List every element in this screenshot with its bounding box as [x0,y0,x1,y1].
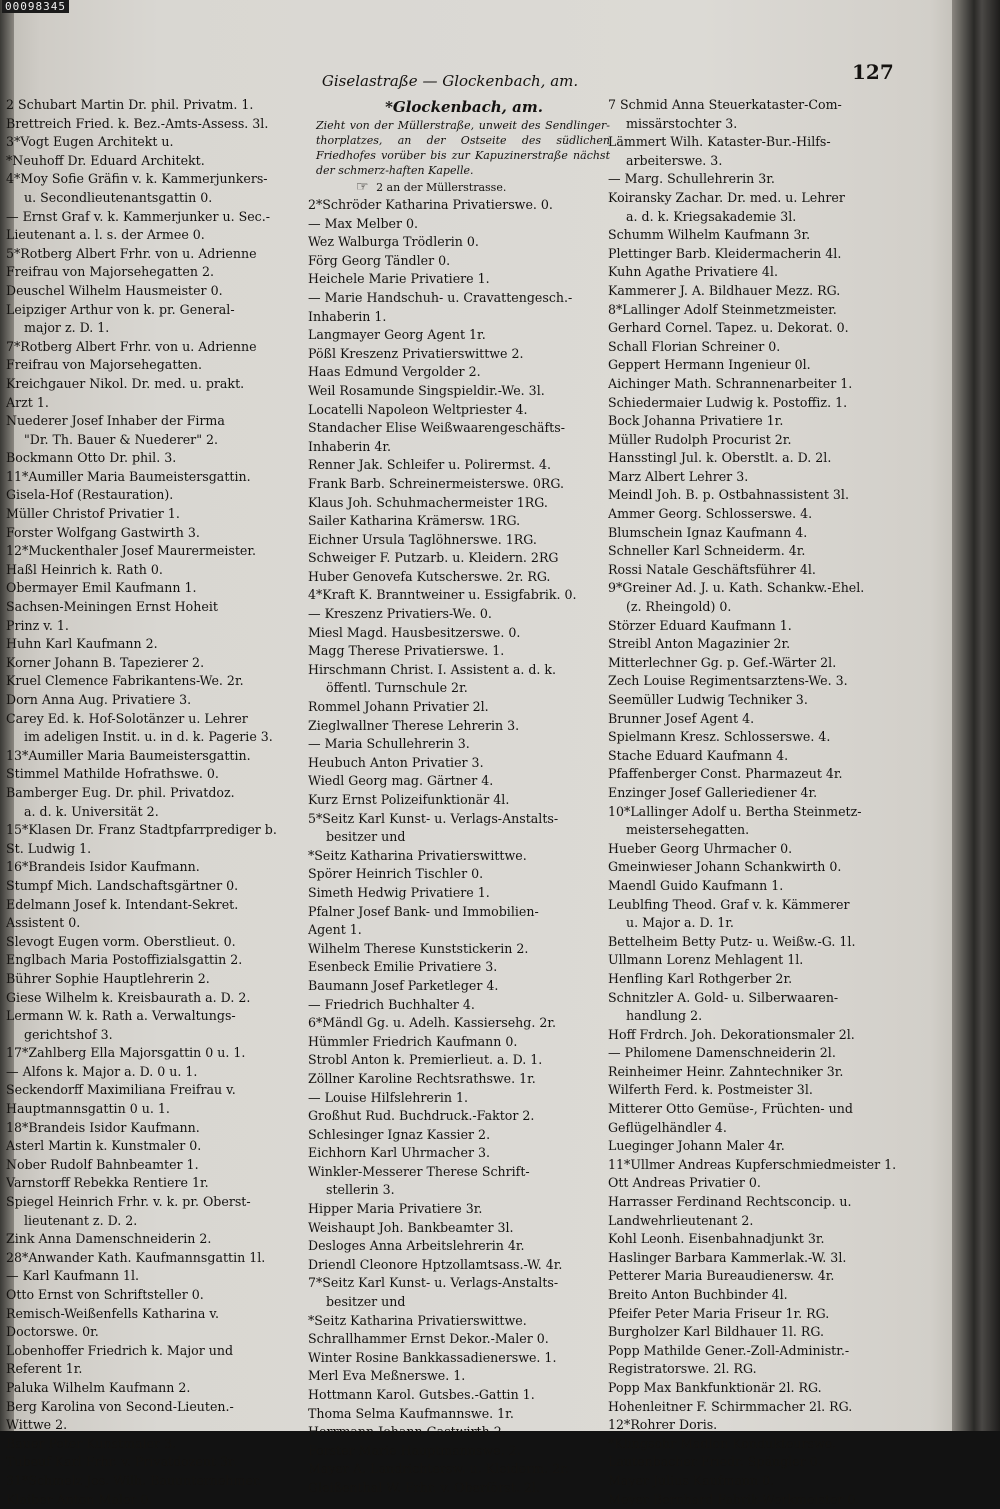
directory-entry-line: Lieutenant a. l. s. der Armee 0. [6,227,205,243]
directory-entry-line: Giese Wilhelm k. Kreisbaurath a. D. 2. [6,989,251,1005]
directory-entry-line: Hueber Georg Uhrmacher 0. [608,840,793,856]
directory-entry-line: — Alfons k. Major a. D. 0 u. 1. [6,1063,198,1079]
directory-entry-line: Meindl Joh. B. p. Ostbahnassistent 3l. [608,487,849,503]
directory-entry-line: Seemüller Ludwig Techniker 3. [608,692,808,707]
directory-entry-line: Rommel Johann Privatier 2l. [308,699,489,715]
directory-entry-line: Langmayer Georg Agent 1r. [308,327,486,343]
directory-entry-line: Ullmann Lorenz Mehlagent 1l. [608,952,804,968]
book-spine-edge [952,0,1000,1431]
directory-entry-line: *Neuhoff Dr. Eduard Architekt. [6,152,205,168]
directory-entry-line: a. d. k. Kriegsakademie 3l. [626,208,797,224]
directory-entry-line: Lobenhoffer Friedrich k. Major und [6,1342,234,1358]
directory-entry-line: Hohenleitner F. Schirmmacher 2l. RG. [608,1398,853,1414]
directory-entry-line: Wiedl Georg mag. Gärtner 4. [308,773,494,789]
directory-entry-line: Sachsen-Meiningen Ernst Hoheit [6,599,218,615]
directory-entry-line: Kuhn Agathe Privatiere 4l. [608,264,778,280]
directory-entry-line: Schlesinger Ignaz Kassier 2. [308,1126,491,1142]
directory-entry-line: Otto Ernst von Schriftsteller 0. [6,1287,204,1302]
directory-entry-line: Pößl Kreszenz Privatierswittwe 2. [308,345,524,361]
directory-entry-line: Referent 1r. [6,1361,83,1377]
directory-entry-line: 9*Greiner Ad. J. u. Kath. Schankw.-Ehel. [608,580,865,596]
directory-entry-line: Lämmert Wilh. Kataster-Bur.-Hilfs- [608,134,831,150]
directory-entry-line: Weishaupt Joh. Bankbeamter 3l. [308,1219,514,1235]
directory-entry-line: Berg Karolina von Second-Lieuten.- [6,1398,234,1414]
directory-entry-line: Nuederer Josef Inhaber der Firma [6,413,225,429]
directory-entry-line: Registratorswe. 2l. RG. [608,1361,757,1377]
directory-entry-line: Mitterlechner Gg. p. Gef.-Wärter 2l. [608,654,837,670]
directory-entry-line: Pfaffenberger Const. Pharmazeut 4r. [608,766,843,782]
directory-entry-line: Breito Anton Buchbinder 4l. [608,1287,788,1302]
directory-entry-line: 6*Mändl Gg. u. Adelh. Kassiersehg. 2r. [308,1015,557,1031]
directory-entry-line: Renner Jak. Schleifer u. Polirermst. 4. [308,457,551,473]
directory-entry-line: Klaus Joh. Schuhmachermeister 1RG. [308,494,548,510]
directory-entry-line: besitzer und [326,829,406,845]
directory-entry-line: — Louise Hilfslehrerin 1. [308,1089,469,1105]
running-head: Giselastraße — Glockenbach, am. [321,72,579,90]
directory-entry-line: Doctorswe. 0r. [6,1324,99,1340]
directory-entry-line: Hansstingl Jul. k. Oberstlt. a. D. 2l. [608,450,832,466]
directory-entry-line: Assistent 0. [6,915,81,931]
directory-entry-line: Wittwe 2. [6,1417,68,1433]
directory-entry-line: Gleißenthal W. Frhr. v. Oberförst. 2l. [308,1479,540,1495]
directory-entry-line: Müller Christof Privatier 1. [6,506,180,522]
directory-entry-line: u. Major a. D. 1r. [626,915,734,931]
directory-entry-line: — Friedrich Buchhalter 4. [308,996,475,1012]
directory-entry-line: Störzer Eduard Kaufmann 1. [608,617,792,633]
directory-entry-line: Stache Eduard Kaufmann 4. [608,747,789,763]
directory-entry-line: Geppert Hermann Ingenieur 0l. [608,357,811,373]
directory-entry-line: 7 Schmid Anna Steuerkataster-Com- [608,97,842,112]
directory-entry-line: 5*Seitz Karl Kunst- u. Verlags-Anstalts- [308,810,559,826]
directory-entry-line: Förg Georg Tändler 0. [308,252,451,268]
directory-entry-line: Hauptmannsgattin 0 u. 1. [6,1101,170,1117]
directory-entry-line: 12*Rohrer Doris. [608,1417,718,1433]
directory-entry-line: Zieglwallner Therese Lehrerin 3. [308,717,520,733]
directory-entry-line: Zöllner Karoline Rechtsrathswe. 1r. [308,1070,536,1086]
directory-entry-line: Gisela-Hof (Restauration). [6,487,174,503]
directory-entry-line: Bauer Peter Kunstmaler 3. [6,1435,177,1451]
directory-entry-line: Eichhorn Karl Uhrmacher 3. [308,1145,491,1161]
directory-entry-line: 11*Ullmer Andreas Kupferschmiedmeister 1. [608,1156,897,1172]
directory-entry-line: Schumm Wilhelm Kaufmann 3r. [608,227,811,243]
directory-entry-line: Heubuch Anton Privatier 3. [308,754,484,770]
directory-entry-line: Harrasser Ferdinand Rechtsconcip. u. [608,1194,852,1210]
directory-entry-line: Popp Max Bankfunktionär 2l. RG. [608,1379,822,1395]
directory-entry-line: 8*Lallinger Adolf Steinmetzmeister. [608,301,837,317]
directory-entry-line: 28*Anwander Kath. Kaufmannsgattin 1l. [6,1249,266,1265]
directory-entry-line: Müller Rudolph Procurist 2r. [608,431,792,447]
directory-entry-line: stellerin 3. [326,1182,395,1198]
directory-entry-line: Reinheimer Heinr. Zahntechniker 3r. [608,1063,844,1079]
directory-entry-line: Kohl Leonh. Eisenbahnadjunkt 3r. [608,1231,825,1247]
directory-entry-line: 13*Aumiller Maria Baumeistersgattin. [6,747,251,763]
directory-entry-line: 4*Kraft K. Branntweiner u. Essigfabrik. 0. [308,587,577,603]
directory-entry-line: arbeiterswe. 3. [626,152,723,168]
pointer-line [308,178,620,196]
pointer-text: 2 an der Müllerstrasse. [376,181,507,194]
directory-entry-line: Enzinger Josef Galleriediener 4r. [608,784,818,800]
directory-entry-line: 10*Lallinger Adolf u. Bertha Steinmetz- [608,803,862,819]
directory-entry-line: öffentl. Turnschule 2r. [326,680,468,696]
directory-entry-line: — Karl Kaufmann 1l. [6,1268,139,1284]
directory-entry-line: Varnstorff Rebekka Rentiere 1r. [6,1175,209,1191]
directory-entry-line: Geflügelhändler 4. [608,1119,727,1135]
directory-entry-line: Kruel Clemence Fabrikantens-We. 2r. [6,673,244,689]
directory-entry-line: Mayer A. Landrichtersw. u. Kleiderm. 2r. [308,1461,569,1477]
directory-entry-line: — Max Melber 0. [308,215,419,231]
directory-entry-line: Paluka Wilhelm Kaufmann 2. [6,1379,191,1395]
directory-entry-line: Plettinger Barb. Kleidermacherin 4l. [608,245,842,261]
directory-entry-line: 12*Muckenthaler Josef Maurermeister. [6,543,257,559]
directory-entry-line: 18*Brandeis Isidor Kaufmann. [6,1119,200,1135]
directory-entry-line: Locatelli Napoleon Weltpriester 4. [308,401,528,417]
directory-entry-line: 2*Schröder Katharina Privatierswe. 0. [308,197,553,212]
directory-entry-line: 16*Brandeis Isidor Kaufmann. [6,859,200,875]
scan-id-stamp: 00098345 [2,0,69,13]
directory-entry-line: Obermayer Emil Kaufmann 1. [6,580,197,596]
directory-entry-line: Koiransky Zachar. Dr. med. u. Lehrer [608,189,845,205]
directory-entry-line: Leipziger Arthur von k. pr. General- [6,301,235,317]
directory-entry-line: Wilhelm Therese Kunststickerin 2. [308,940,529,956]
directory-entry-line: Magg Therese Privatierswe. 1. [308,643,505,659]
directory-entry-line: Weil Rosamunde Singspieldir.-We. 3l. [308,382,545,398]
directory-entry-line: Seckendorff Maximiliana Freifrau v. [6,1082,236,1098]
directory-entry-line: Landwehrlieutenant 2. [608,1212,754,1228]
directory-entry-line: Merl Eva Meßnerswe. 1. [308,1368,466,1384]
directory-entry-line: Hoff Frdrch. Joh. Dekorationsmaler 2l. [608,1026,855,1042]
directory-entry-line: (z. Rheingold) 0. [626,599,732,615]
directory-entry-line: 5*Rotberg Albert Frhr. von u. Adrienne [6,245,257,261]
directory-entry-line: Aichinger Math. Schrannenarbeiter 1. [608,375,853,391]
directory-entry-line: Leublfing Theod. Graf v. k. Kämmerer [608,896,850,912]
directory-entry-line: *Seitz Katharina Privatierswittwe. [308,847,527,863]
street-description: Zieht von der Müllerstraße, unweit des Sendlinger-thorplatzes, an der Ostseite des südlichen Friedhofes vorüber bis zur Kapuzinerstraße nächst der schmerz-haften Kapelle. [316,119,610,177]
directory-entry-line: besitzer und [326,1294,406,1310]
directory-entry-line: Großhut Rud. Buchdruck.-Faktor 2. [308,1108,535,1124]
directory-entry-line: Haslinger Barbara Kammerlak.-W. 3l. [608,1249,847,1265]
directory-entry-line: Stimmel Mathilde Hofrathswe. 0. [6,766,219,782]
directory-entry-line: Asterl Martin k. Kunstmaler 0. [6,1138,202,1154]
directory-entry-line: Kreichgauer Nikol. Dr. med. u. prakt. [6,375,245,391]
directory-entry-line: Bock Johanna Privatiere 1r. [608,413,784,429]
directory-entry-line: Edelmann Josef k. Intendant-Sekret. [6,896,239,912]
directory-entry-line: Spörer Heinrich Tischler 0. [308,866,484,882]
directory-entry-line: Englbach Maria Postoffizialsgattin 2. [6,952,243,968]
directory-entry-line: Bettelheim Betty Putz- u. Weißw.-G. 1l. [608,933,856,949]
page-number: 127 [852,60,894,84]
directory-entry-line: Winter Rosine Bankkassadienerswe. 1. [308,1349,557,1365]
directory-entry-line: 3*Vogt Eugen Architekt u. [6,134,174,150]
directory-entry-line: Burgholzer Karl Bildhauer 1l. RG. [608,1324,824,1340]
directory-entry-line: Mitterer Otto Gemüse-, Früchten- und [608,1101,853,1117]
directory-entry-line: Meyer Bernhard Fabrik-Werkmeister 0. [608,1491,860,1507]
directory-entry-line: Carey Ed. k. Hof-Solotänzer u. Lehrer [6,710,248,726]
directory-entry-line: Dorn Anna Aug. Privatiere 3. [6,692,192,707]
directory-entry-line: Forster Marie Hauptmannswe. 2. [308,1442,521,1458]
directory-entry-line: Mayer Julius Kaufmann 0. [608,1472,775,1488]
directory-entry-line: — Ernst Graf v. k. Kammerjunker u. Sec.- [6,208,270,224]
directory-entry-line: Thoma Selma Kaufmannswe. 1r. [308,1405,514,1421]
directory-entry-line: Deuschel Wilhelm Hausmeister 0. [6,282,223,298]
directory-entry-line: lieutenant z. D. 2. [24,1212,138,1228]
directory-entry-line: Schnitzler A. Gold- u. Silberwaaren- [608,989,839,1005]
directory-entry-line: 15*Klasen Dr. Franz Stadtpfarrprediger b. [6,822,277,838]
directory-entry-line: 4*Moy Sofie Gräfin v. k. Kammerjunkers- [6,171,268,187]
directory-entry-line: *Klingsohr Madlon Konduktеurswe. [608,1435,837,1451]
directory-entry-line: Miesl Magd. Hausbesitzerswe. 0. [308,624,521,640]
directory-entry-line: *Seitz Katharina Privatierswittwe. [308,1312,527,1328]
directory-entry-line: Wez Walburga Trödlerin 0. [308,234,479,250]
directory-entry-line: Lautenbacher Friedr. Spängler 0. [608,1454,822,1470]
directory-entry-line: St. Ludwig 1. [6,840,92,856]
directory-entry-line: 31*Schmelz Jos. Wilh. Bauunternehmer. [6,1472,262,1488]
directory-entry-line: Schweiger F. Putzarb. u. Kleidern. 2RG [308,550,559,566]
directory-entry-line: Heichele Marie Privatiere 1. [308,271,490,287]
directory-entry-line: Bamberger Eug. Dr. phil. Privatdoz. [6,784,235,800]
directory-entry-line: Rossi Natale Geschäftsführer 4l. [608,561,816,577]
directory-entry-line: Remisch-Weißenfells Katharina v. [6,1305,219,1321]
middle-entries [308,196,620,1498]
directory-entry-line: Hottmann Karol. Gutsbes.-Gattin 1. [308,1387,535,1402]
directory-entry-line: Slevogt Eugen vorm. Oberstlieut. 0. [6,933,236,949]
directory-entry-line: Pfeifer Peter Maria Friseur 1r. RG. [608,1305,830,1321]
directory-entry-line: Klaiber Anton Maler 0. [6,1491,153,1507]
directory-entry-line: 11*Aumiller Maria Baumeistersgattin. [6,468,251,484]
directory-entry-line: 7*Rotberg Albert Frhr. von u. Adrienne [6,338,257,354]
directory-entry-line: handlung 2. [626,1008,703,1024]
directory-entry-line: Wilferth Ferd. k. Postmeister 3l. [608,1082,813,1098]
directory-entry-line: Freifrau von Majorsehegatten. [6,357,203,373]
directory-entry-line: Maendl Guido Kaufmann 1. [608,877,784,893]
directory-entry-line: Arzt 1. [6,394,49,410]
directory-entry-line: "Dr. Th. Bauer & Nuederer" 2. [24,431,219,447]
directory-entry-line: im adeligen Instit. u. in d. k. Pagerie 3. [24,729,273,745]
directory-entry-line: Stumpf Mich. Landschaftsgärtner 0. [6,877,239,893]
directory-entry-line: Pfalner Josef Bank- und Immobilien- [308,903,539,919]
street-title: *Glockenbach, am. [385,98,543,116]
directory-entry-line: Huhn Karl Kaufmann 2. [6,636,158,652]
directory-entry-line: Bührer Sophie Hauptlehrerin 2. [6,970,210,986]
directory-entry-line: a. d. k. Universität 2. [24,803,159,819]
directory-entry-line: Kammerer J. A. Bildhauer Mezz. RG. [608,282,841,298]
directory-entry-line: Hirschmann Christ. I. Assistent a. d. k. [308,661,557,677]
directory-entry-line: Haßl Heinrich k. Rath 0. [6,561,163,577]
directory-entry-line: Baumann Josef Parketleger 4. [308,977,499,993]
directory-entry-line: Streibl Anton Magazinier 2r. [608,636,791,652]
directory-entry-line: 7*Seitz Karl Kunst- u. Verlags-Anstalts- [308,1275,559,1291]
directory-entry-line: Agent 1. [308,922,362,938]
directory-entry-line: u. Secondlieutenantsgattin 0. [24,189,213,205]
directory-entry-line: Lermann W. k. Rath a. Verwaltungs- [6,1008,236,1024]
directory-entry-line: Huber Genovefa Kutscherswe. 2r. RG. [308,568,551,584]
directory-entry-line: Zech Louise Regimentsarztens-We. 3. [608,673,848,689]
directory-entry-line: Schrallhammer Ernst Dekor.-Maler 0. [308,1331,549,1347]
directory-entry-line: Prinz v. 1. [6,617,69,633]
directory-entry-line: — Maria Schullehrerin 3. [308,736,470,752]
directory-entry-line: Desloges Anna Arbeitslehrerin 4r. [308,1238,525,1254]
directory-entry-line: Schall Florian Schreiner 0. [608,338,781,354]
directory-entry-line: Standacher Elise Weißwaarengeschäfts- [308,420,565,436]
left-column [6,96,306,1509]
directory-entry-line: Haas Edmund Vergolder 2. [308,364,481,380]
directory-entry-line: Hümmler Friedrich Kaufmann 0. [308,1033,518,1049]
directory-entry-line: Strobl Anton k. Premierlieut. a. D. 1. [308,1052,543,1068]
directory-entry-line: Schneller Karl Schneiderm. 4r. [608,543,806,559]
directory-entry-line: Korner Johann B. Tapezierer 2. [6,654,205,670]
directory-entry-line: Ammer Georg. Schlosserswe. 4. [608,506,813,522]
directory-entry-line: Schiedermaier Ludwig k. Postoffiz. 1. [608,394,848,410]
directory-entry-line: — Kreszenz Privatiers-We. 0. [308,606,492,622]
directory-entry-line: Lueginger Johann Maler 4r. [608,1138,785,1154]
directory-entry-line: Forster Wolfgang Gastwirth 3. [6,524,200,540]
directory-entry-line: Hipper Maria Privatiere 3r. [308,1201,483,1217]
directory-entry-line: — Marg. Schullehrerin 3r. [608,171,775,187]
directory-entry-line: Inhaberin 4r. [308,438,392,454]
pointing-hand-icon: ☞ [356,179,369,195]
directory-entry-line: Gmeinwieser Johann Schankwirth 0. [608,859,842,875]
directory-entry-line: Henfling Karl Rothgerber 2r. [608,970,793,986]
right-column [608,96,928,1509]
directory-entry-line: Gerhard Cornel. Tapez. u. Dekorat. 0. [608,320,849,336]
directory-entry-line: — Marie Handschuh- u. Cravattengesch.- [308,289,573,305]
directory-entry-line: Winkler-Messerer Therese Schrift- [308,1163,530,1179]
middle-column [308,96,620,1498]
directory-entry-line: Spielmann Kresz. Schlosserswe. 4. [608,729,831,745]
directory-entry-line: Eichner Ursula Taglöhnerswe. 1RG. [308,531,537,547]
directory-entry-line: Brettreich Fried. k. Bez.-Amts-Assess. 3l. [6,115,269,131]
directory-entry-line: Sailer Katharina Krämersw. 1RG. [308,513,521,529]
directory-entry-line: 17*Zahlberg Ella Majorsgattin 0 u. 1. [6,1045,246,1061]
directory-entry-line: Freifrau von Majorsehegatten 2. [6,264,215,280]
directory-entry-line: Tubeuf Karl Frhr. v. Privatdozent 3r. [6,1454,237,1470]
directory-entry-line: missärstochter 3. [626,115,738,131]
directory-entry-line: major z. D. 1. [24,320,110,336]
directory-entry-line: 2 Schubart Martin Dr. phil. Privatm. 1. [6,97,254,112]
directory-entry-line: Herrmann Johann Gastwirth 2. [308,1424,506,1440]
directory-entry-line: Petterer Maria Bureaudienersw. 4r. [608,1268,835,1284]
directory-entry-line: gerichtshof 3. [24,1026,113,1042]
directory-entry-line: Brunner Josef Agent 4. [608,710,755,726]
directory-entry-line: Marz Albert Lehrer 3. [608,468,749,484]
directory-entry-line: — Philomene Damenschneiderin 2l. [608,1045,836,1061]
directory-entry-line: Popp Mathilde Gener.-Zoll-Administr.- [608,1342,850,1358]
directory-entry-line: Simeth Hedwig Privatiere 1. [308,884,490,900]
directory-entry-line: Nober Rudolf Bahnbeamter 1. [6,1156,199,1172]
directory-entry-line: Inhaberin 1. [308,308,387,324]
directory-entry-line: meistersehegatten. [626,822,750,838]
directory-entry-line: Driendl Cleonore Hptzollamtsass.-W. 4r. [308,1256,563,1272]
directory-entry-line: Spiegel Heinrich Frhr. v. k. pr. Oberst- [6,1194,251,1210]
directory-entry-line: Ott Andreas Privatier 0. [608,1175,761,1191]
directory-entry-line: Kurz Ernst Polizeifunktionär 4l. [308,792,510,807]
directory-entry-line: Blumschein Ignaz Kaufmann 4. [608,524,808,540]
directory-entry-line: Frank Barb. Schreinermeisterswe. 0RG. [308,475,564,491]
directory-entry-line: Zink Anna Damenschneiderin 2. [6,1231,212,1247]
directory-entry-line: Bockmann Otto Dr. phil. 3. [6,450,177,466]
directory-entry-line: Esenbeck Emilie Privatiere 3. [308,959,498,975]
